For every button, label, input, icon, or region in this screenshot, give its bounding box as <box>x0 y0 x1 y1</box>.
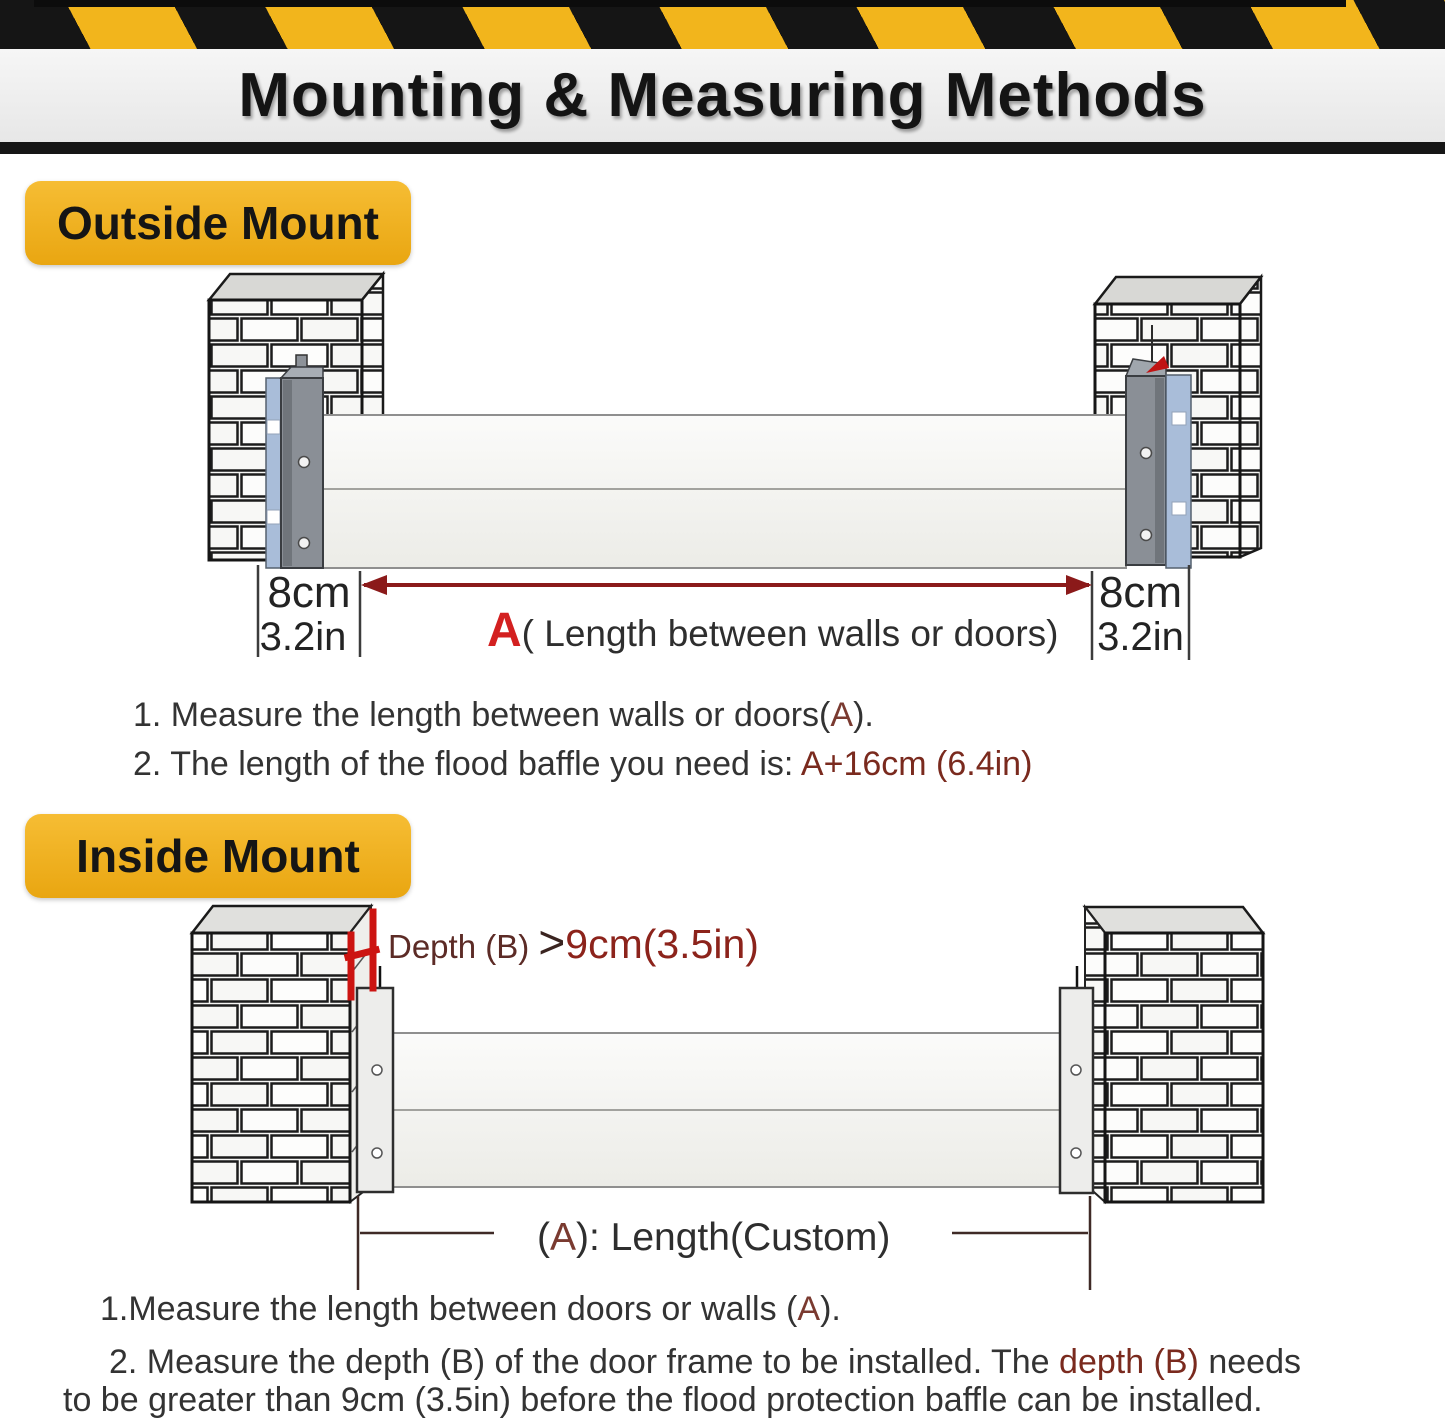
channel-bracket <box>357 988 393 1192</box>
caution-tape-top-edge <box>34 0 1346 7</box>
right-channel-bracket <box>1060 966 1093 1193</box>
instr-text: 1.Measure the length between doors or walls ( <box>100 1290 798 1328</box>
instr-text: 1. Measure the length between walls or doors( <box>133 696 831 734</box>
inside-instruction-2 <box>109 1343 1301 1382</box>
label-a: A <box>550 1216 577 1259</box>
screw-hole <box>372 1148 382 1158</box>
outside-mount-badge <box>25 181 411 265</box>
depth-label-text: Depth (B) <box>388 928 539 965</box>
right-pillar-side-face <box>1240 277 1261 557</box>
seal-bolt <box>1172 502 1186 515</box>
left-pillar-top-face <box>209 274 383 300</box>
depth-value: 9cm(3.5in) <box>565 921 759 967</box>
instr-text: needs <box>1198 1343 1301 1381</box>
seal-bolt <box>267 420 280 434</box>
left-channel-bracket <box>357 966 393 1192</box>
left-pillar-top-face <box>192 906 371 933</box>
arrowhead-left <box>361 575 387 595</box>
length-a-letter: A <box>487 604 522 657</box>
outside-left-dim-cm: 8cm <box>267 568 351 617</box>
flood-baffle <box>323 415 1126 568</box>
screw-hole <box>1141 530 1152 541</box>
page-title: Mounting & Measuring Methods <box>238 61 1207 130</box>
label-text: ( <box>537 1216 550 1259</box>
outside-instruction-2 <box>133 745 1032 784</box>
left-pillar-side-face <box>362 274 383 421</box>
screw-hole <box>372 1065 382 1075</box>
left-brick-pillar <box>192 906 371 1202</box>
title-banner <box>0 49 1445 142</box>
instr-text: 2. The length of the flood baffle you need is: <box>133 745 801 783</box>
instr-text: ). <box>820 1290 841 1328</box>
length-a-annotation <box>487 603 1058 658</box>
baffle-length-formula: A+16cm (6.4in) <box>800 745 1033 783</box>
outside-mount-badge-label: Outside Mount <box>57 197 379 249</box>
label-text: ): Length(Custom) <box>576 1216 891 1259</box>
screw-hole <box>1141 448 1152 459</box>
right-seal-strip <box>1166 375 1191 568</box>
length-custom-annotation <box>537 1216 890 1260</box>
depth-b-annotation <box>388 915 759 969</box>
screw-hole <box>299 457 310 468</box>
outside-left-dim-inch: 3.2in <box>259 615 347 659</box>
left-bracket-assembly <box>266 355 323 568</box>
inside-mount-badge-label: Inside Mount <box>76 830 360 882</box>
seal-bolt <box>1172 412 1186 425</box>
bracket-shade <box>283 380 292 566</box>
inside-instruction-2-continued: to be greater than 9cm (3.5in) before the flood protection baffle can be installed. <box>63 1381 1263 1419</box>
instr-text: ). <box>853 696 874 734</box>
instr-a: A <box>797 1290 821 1328</box>
greater-than-sign: > <box>538 916 566 968</box>
length-a-text: ( Length between walls or doors) <box>521 613 1059 654</box>
depth-b-highlight: depth (B) <box>1059 1343 1199 1381</box>
screw-hole <box>1071 1148 1081 1158</box>
right-pillar-front-face <box>1105 933 1263 1202</box>
outside-right-dim-cm: 8cm <box>1098 568 1183 617</box>
right-pillar-top-face <box>1095 277 1261 304</box>
caution-tape-stripes <box>0 0 1445 49</box>
seal-bolt <box>267 510 280 524</box>
instr-text: 2. Measure the depth (B) of the door frame to be installed. The <box>109 1343 1060 1381</box>
outside-instruction-1 <box>133 696 874 735</box>
instr-a: A <box>830 696 854 734</box>
flood-baffle <box>393 1033 1060 1187</box>
inside-mount-badge <box>25 814 411 898</box>
left-pillar-front-face <box>192 933 350 1202</box>
arrowhead-right <box>1066 575 1092 595</box>
right-pillar-top-face <box>1085 907 1263 933</box>
channel-bracket <box>1060 988 1093 1193</box>
right-brick-pillar <box>1085 907 1263 1202</box>
screw-hole <box>299 538 310 549</box>
bracket-shade <box>1155 378 1164 563</box>
left-seal-strip <box>266 378 281 568</box>
banner-divider-bar <box>0 142 1445 154</box>
outside-right-dim-inch: 3.2in <box>1097 615 1184 659</box>
inside-instruction-1 <box>100 1290 841 1329</box>
screw-hole <box>1071 1065 1081 1075</box>
